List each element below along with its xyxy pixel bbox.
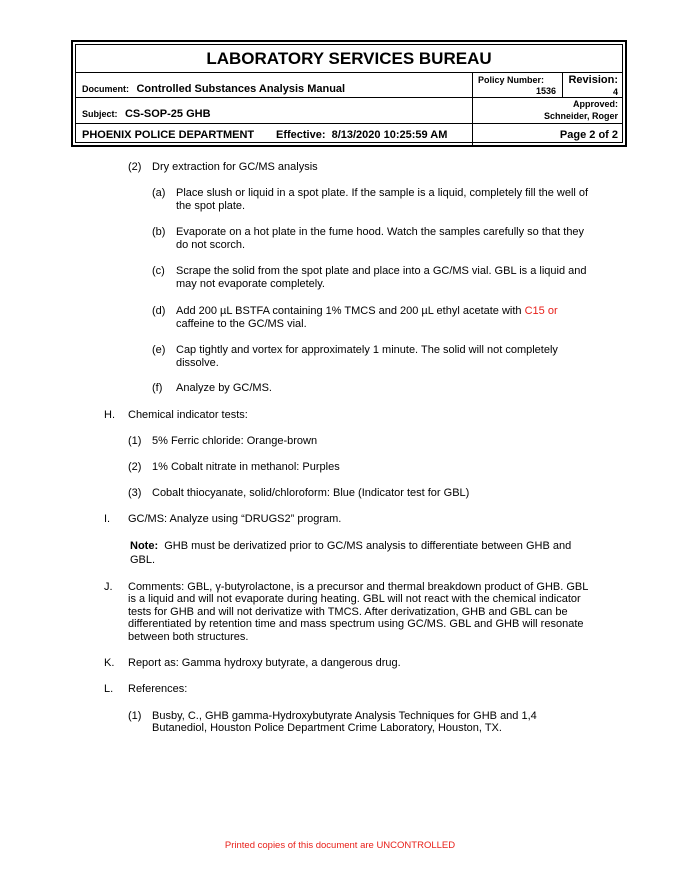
substep-line: Place slush or liquid in a spot plate. If the sample is a liquid, completely fill the well of <box>176 187 589 199</box>
reference-line: Butanediol, Houston Police Department Crime Laboratory, Houston, TX. <box>152 722 502 734</box>
test-text: 5% Ferric chloride: Orange-brown <box>152 435 318 447</box>
section-letter: I. <box>104 513 111 525</box>
substep-number: (e) <box>152 344 166 356</box>
substep-number: (b) <box>152 226 166 238</box>
reference-number: (1) <box>128 710 142 722</box>
substep-line: caffeine to the GC/MS vial. <box>176 318 307 330</box>
revision-cell <box>562 73 622 97</box>
substep-line: the spot plate. <box>176 200 246 212</box>
comment-line: tests for GHB and will not derivatize with TMCS. After derivatization, GHB and GBL can be <box>128 606 568 618</box>
substep-line: may not evaporate completely. <box>176 278 325 290</box>
page-cell <box>472 124 622 147</box>
approved-value: Schneider, Roger <box>543 111 618 121</box>
note-line <box>130 540 571 553</box>
substep-line: dissolve. <box>176 357 219 369</box>
policy-label: Policy Number: <box>478 75 545 85</box>
substep-line: Cap tightly and vortex for approximately 1 minute. The solid will not completely <box>176 344 558 356</box>
test-text: Cobalt thiocyanate, solid/chloroform: Blue (Indicator test for GBL) <box>152 487 470 499</box>
comment-line: differentiated by retention time and mass spectrum using GC/MS. GBL and GHB will resonate <box>128 618 584 630</box>
substep-line: Analyze by GC/MS. <box>176 382 272 394</box>
comment-line: between both structures. <box>128 631 249 643</box>
note-text: GHB must be derivatized prior to GC/MS analysis to differentiate between GHB and <box>158 540 572 552</box>
page-title: LABORATORY SERVICES BUREAU <box>206 49 492 68</box>
test-text: 1% Cobalt nitrate in methanol: Purples <box>152 461 340 473</box>
section-text: Report as: Gamma hydroxy butyrate, a dangerous drug. <box>128 657 401 669</box>
substep-number: (f) <box>152 382 163 394</box>
substep-number: (a) <box>152 187 166 199</box>
section-letter: J. <box>104 581 113 593</box>
page-number: Page 2 of 2 <box>559 129 618 141</box>
policy-cell <box>472 73 562 97</box>
test-number: (1) <box>128 435 142 447</box>
substep-line: do not scorch. <box>176 239 246 251</box>
header-department-row <box>76 124 622 147</box>
subject-value: CS-SOP-25 GHB <box>124 108 211 120</box>
step-number: (2) <box>128 161 142 173</box>
substep-number: (d) <box>152 305 166 317</box>
test-number: (3) <box>128 487 142 499</box>
section-letter: H. <box>104 409 115 421</box>
note-label: Note: <box>130 540 159 552</box>
substep-line: Scrape the solid from the spot plate and place into a GC/MS vial. GBL is a liquid and <box>176 265 587 277</box>
effective-label: Effective: <box>276 129 326 141</box>
effective-value: 8/13/2020 10:25:59 AM <box>331 129 448 141</box>
approved-label: Approved: <box>573 99 618 109</box>
header-subject-row <box>76 98 622 124</box>
document-header <box>71 40 627 147</box>
header-title-row <box>76 45 622 73</box>
revision-label: Revision: <box>568 74 618 86</box>
reference-line: Busby, C., GHB gamma-Hydroxybutyrate Analysis Techniques for GHB and 1,4 <box>152 710 537 722</box>
section-heading: References: <box>128 683 188 695</box>
approved-cell <box>472 98 622 123</box>
department-name: PHOENIX POLICE DEPARTMENT <box>82 129 255 141</box>
comment-line: Comments: GBL, γ-butyrolactone, is a precursor and thermal breakdown product of GHB. GBL <box>128 581 589 593</box>
document-value: Controlled Substances Analysis Manual <box>136 83 346 95</box>
substep-line-text: Add 200 µL BSTFA containing 1% TMCS and 200 µL ethyl acetate with <box>176 305 525 317</box>
step-text: Dry extraction for GC/MS analysis <box>152 161 318 173</box>
substep-line: Evaporate on a hot plate in the fume hood. Watch the samples carefully so that they <box>176 226 585 238</box>
section-letter: L. <box>104 683 114 695</box>
test-number: (2) <box>128 461 142 473</box>
section-heading: Chemical indicator tests: <box>128 409 248 421</box>
effective-date <box>276 129 447 141</box>
section-letter: K. <box>104 657 115 669</box>
section-text: GC/MS: Analyze using “DRUGS2” program. <box>128 513 342 525</box>
document-label: Document: <box>82 84 129 94</box>
header-document-row <box>76 73 622 98</box>
uncontrolled-copy-notice: Printed copies of this document are UNCONTROLLED <box>224 840 456 851</box>
substep-line <box>176 305 558 318</box>
highlighted-text: C15 or <box>524 305 558 317</box>
note-line: GBL. <box>130 554 156 566</box>
revision-value: 4 <box>612 87 618 97</box>
policy-value: 1536 <box>535 86 556 96</box>
comment-line: is a liquid and will not evaporate during heating. GBL will not react with the chemical indicator <box>128 593 581 605</box>
substep-number: (c) <box>152 265 165 277</box>
subject-label: Subject: <box>82 109 118 119</box>
